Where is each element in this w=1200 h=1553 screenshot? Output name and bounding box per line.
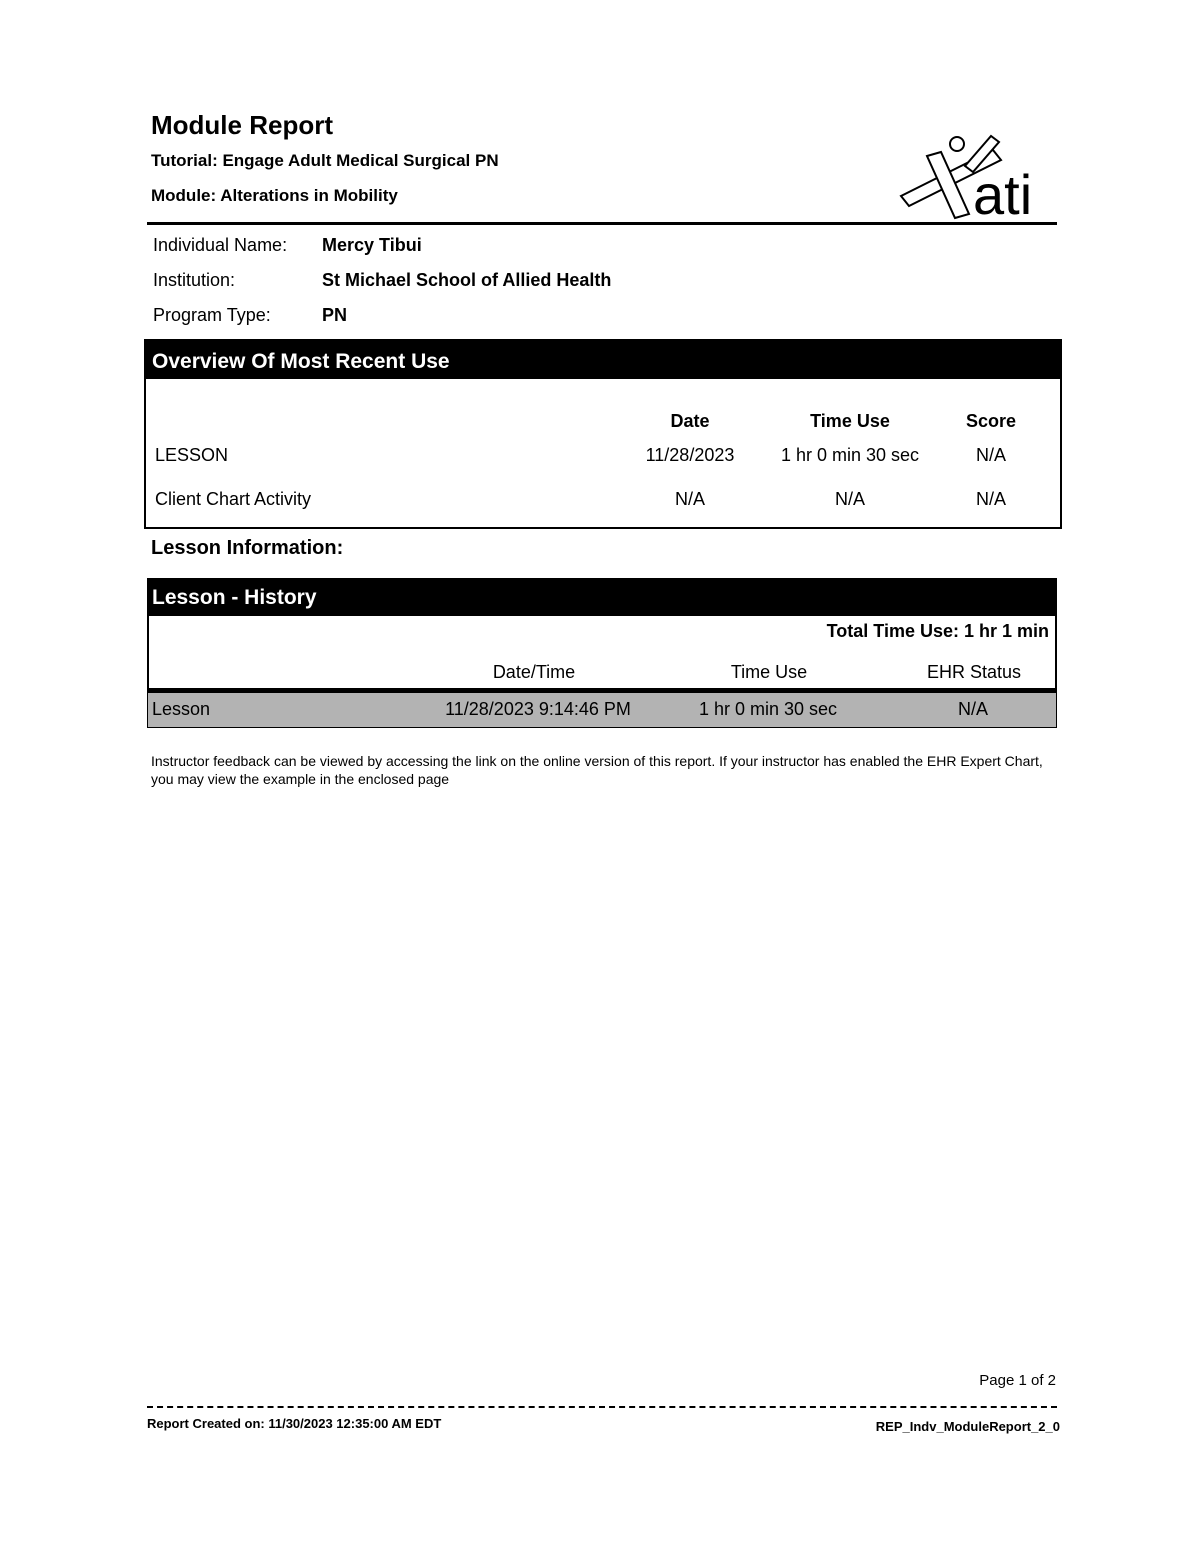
individual-name-value: Mercy Tibui <box>322 235 422 255</box>
history-row-status: N/A <box>957 699 988 719</box>
program-type-label: Program Type: <box>153 305 271 325</box>
lesson-information-heading: Lesson Information: <box>151 537 344 559</box>
page-number: Page 1 of 2 <box>979 1372 1056 1389</box>
report-id: REP_Indv_ModuleReport_2_0 <box>875 1419 1060 1434</box>
report-created-date: Report Created on: 11/30/2023 12:35:00 AM EDT <box>147 1416 442 1431</box>
header-rule <box>147 222 1057 225</box>
logo-text: ati <box>973 163 1033 220</box>
overview-row-score: N/A <box>975 445 1006 465</box>
lesson-history-title: Lesson - History <box>147 578 1057 616</box>
overview-row-time: 1 hr 0 min 30 sec <box>780 445 920 465</box>
overview-section <box>144 339 1062 529</box>
overview-row-date: N/A <box>674 489 705 509</box>
history-row-time: 1 hr 0 min 30 sec <box>698 699 838 719</box>
program-type-value: PN <box>322 305 348 325</box>
ati-logo-icon <box>893 130 1063 220</box>
institution-label: Institution: <box>153 270 236 290</box>
history-col-time-use: Time Use <box>730 662 808 682</box>
overview-title: Overview Of Most Recent Use <box>146 341 1060 379</box>
individual-name-label: Individual Name: <box>153 235 288 255</box>
history-row-name: Lesson <box>152 699 211 719</box>
history-row-datetime: 11/28/2023 9:14:46 PM <box>445 699 631 719</box>
overview-col-date: Date <box>670 411 710 431</box>
total-time-use: Total Time Use: 1 hr 1 min <box>826 621 1049 641</box>
overview-col-score: Score <box>965 411 1017 431</box>
overview-row-name: Client Chart Activity <box>155 489 312 509</box>
institution-value: St Michael School of Allied Health <box>322 270 612 290</box>
tutorial-name: Tutorial: Engage Adult Medical Surgical PN <box>151 151 499 170</box>
footer-divider <box>147 1406 1057 1408</box>
instructor-feedback-note: Instructor feedback can be viewed by accessing the link on the online version of this report. If your instructor has enabled the EHR Expert Chart, you may view the example in the enclosed page <box>151 753 1043 787</box>
overview-row-name: LESSON <box>155 445 229 465</box>
report-title: Module Report <box>151 110 333 140</box>
history-col-datetime: Date/Time <box>492 662 576 682</box>
overview-row-date: 11/28/2023 <box>645 445 735 465</box>
lesson-history-section <box>147 578 1057 690</box>
overview-col-time-use: Time Use <box>810 411 890 431</box>
overview-row-score: N/A <box>975 489 1006 509</box>
overview-row-time: N/A <box>834 489 865 509</box>
history-col-ehr-status: EHR Status <box>926 662 1022 682</box>
table-row <box>147 692 1057 728</box>
module-name: Module: Alterations in Mobility <box>151 186 398 205</box>
